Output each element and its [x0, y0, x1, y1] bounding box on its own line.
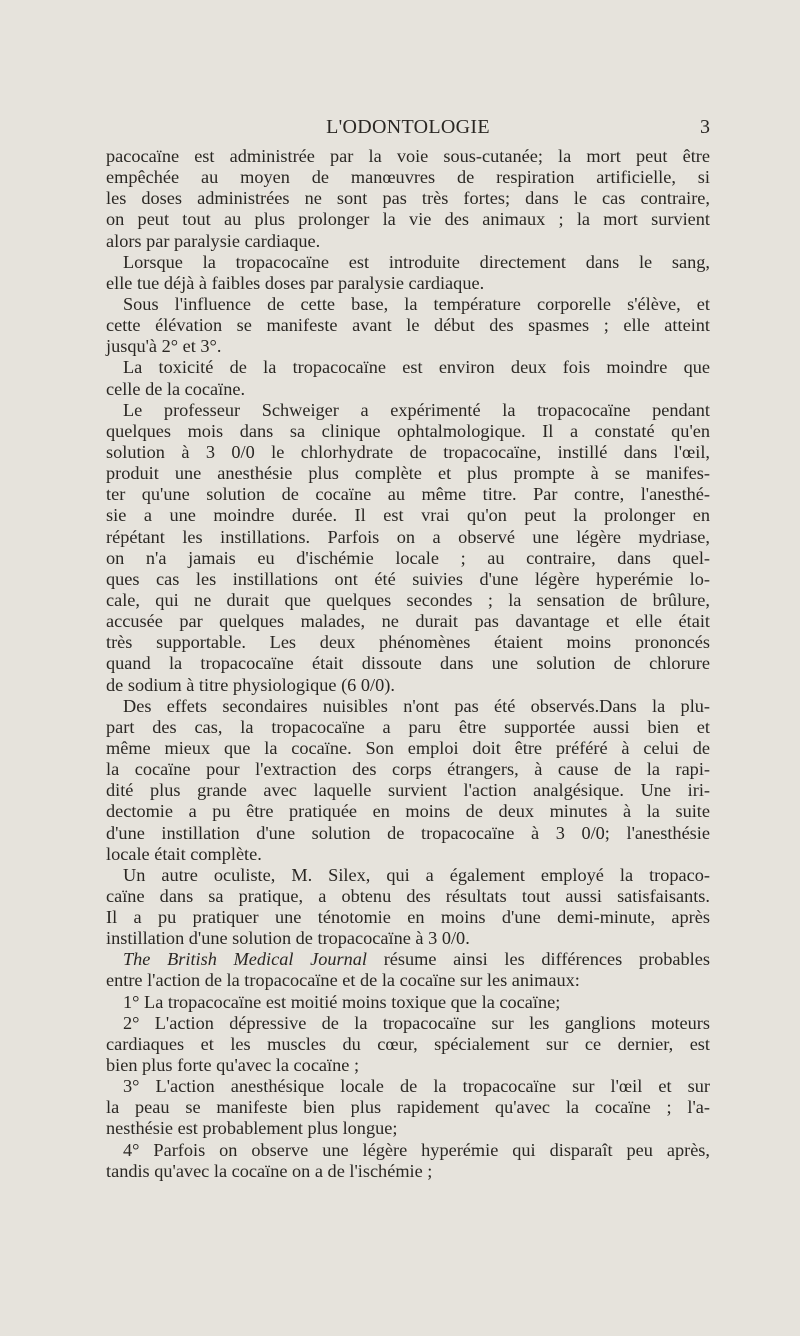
text-line: jusqu'à 2° et 3°. [106, 336, 222, 357]
text-line: locale était complète. [106, 843, 262, 864]
text-line: Des effets secondaires nuisibles n'ont pas été observés.Dans la plu- [123, 695, 710, 716]
text-line: La toxicité de la tropacocaïne est environ deux fois moindre que [123, 357, 710, 378]
text-line: Sous l'influence de cette base, la température corporelle s'élève, et [123, 293, 710, 314]
text-line: 2° L'action dépressive de la tropacocaïne sur les ganglions moteurs [123, 1012, 710, 1033]
text-line: la peau se manifeste bien plus rapidement qu'avec la cocaïne ; l'a- [106, 1097, 710, 1118]
text-line: la cocaïne pour l'extraction des corps étrangers, à cause de la rapi- [106, 759, 710, 780]
text-line: pacocaïne est administrée par la voie sous-cutanée; la mort peut être [106, 146, 710, 166]
text-line: nesthésie est probablement plus longue; [106, 1118, 398, 1139]
text-line: elle tue déjà à faibles doses par paralysie cardiaque. [106, 272, 485, 293]
text-line: 4° Parfois on observe une légère hyperémie qui disparaît peu après, [123, 1139, 710, 1160]
text-line: alors par paralysie cardiaque. [106, 230, 321, 251]
text-line: d'une instillation d'une solution de tropacocaïne à 3 0/0; l'anesthésie [106, 822, 710, 843]
text-line: même mieux que la cocaïne. Son emploi doit être préféré à celui de [106, 737, 710, 758]
text-line: caïne dans sa pratique, a obtenu des résultats tout aussi satisfaisants. [106, 885, 710, 906]
text-line: cale, qui ne durait que quelques secondes ; la sensation de brûlure, [106, 589, 710, 610]
text-line: produit une anesthésie plus complète et plus prompte à se manifes- [106, 463, 710, 484]
text-line: répétant les instillations. Parfois on a observé une légère mydriase, [106, 526, 710, 547]
text-line: empêchée au moyen de manœuvres de respiration artificielle, si [106, 167, 710, 188]
text-line: très supportable. Les deux phénomènes étaient moins prononcés [106, 632, 710, 653]
text-line: part des cas, la tropacocaïne a paru être supportée aussi bien et [106, 716, 710, 737]
page-number: 3 [700, 116, 710, 138]
text-line: dectomie a pu être pratiquée en moins de deux minutes à la suite [106, 801, 710, 822]
text-line: accusée par quelques malades, ne durait pas davantage et elle était [106, 611, 710, 632]
text-line: Il a pu pratiquer une ténotomie en moins d'une demi-minute, après [106, 907, 710, 928]
body-text [106, 146, 710, 1182]
text-line: ques cas les instillations ont été suivies d'une légère hyperémie lo- [106, 568, 710, 589]
text-line: entre l'action de la tropacocaïne et de la cocaïne sur les animaux: [106, 970, 580, 991]
text-line: cardiaques et les muscles du cœur, spécialement sur ce dernier, est [106, 1033, 710, 1054]
text-line: 3° L'action anesthésique locale de la tropacocaïne sur l'œil et sur [123, 1076, 710, 1097]
text-line: on peut tout au plus prolonger la vie des animaux ; la mort survient [106, 209, 710, 230]
text-line: Un autre oculiste, M. Silex, qui a également employé la tropaco- [123, 864, 710, 885]
text-line: bien plus forte qu'avec la cocaïne ; [106, 1055, 360, 1076]
text-line: The British Medical Journal résume ainsi les différences probables [123, 949, 710, 970]
text-line: Lorsque la tropacocaïne est introduite directement dans le sang, [123, 251, 710, 272]
text-line: solution à 3 0/0 le chlorhydrate de tropacocaïne, instillé dans l'œil, [106, 441, 710, 462]
text-line: ter qu'une solution de cocaïne au même titre. Par contre, l'anesthé- [106, 484, 710, 505]
text-line: dité plus grande avec laquelle survient l'action analgésique. Une iri- [106, 780, 710, 801]
text-line: cette élévation se manifeste avant le début des spasmes ; elle atteint [106, 315, 710, 336]
text-line: 1° La tropacocaïne est moitié moins toxique que la cocaïne; [123, 991, 561, 1012]
text-line: Le professeur Schweiger a expérimenté la tropacocaïne pendant [123, 399, 710, 420]
text-line: quelques mois dans sa clinique ophtalmologique. Il a constaté qu'en [106, 420, 710, 441]
text-line: on n'a jamais eu d'ischémie locale ; au contraire, dans quel- [106, 547, 710, 568]
text-line: quand la tropacocaïne était dissoute dans une solution de chlorure [106, 653, 710, 674]
running-title: L'ODONTOLOGIE [326, 116, 490, 138]
text-line: tandis qu'avec la cocaïne on a de l'ischémie ; [106, 1160, 433, 1181]
journal-title: The British Medical Journal [123, 949, 368, 970]
text-line: celle de la cocaïne. [106, 378, 246, 399]
text-line: instillation d'une solution de tropacocaïne à 3 0/0. [106, 928, 470, 949]
text-line: les doses administrées ne sont pas très fortes; dans le cas contraire, [106, 188, 710, 209]
page-header [106, 116, 710, 142]
text-line: sie a une moindre durée. Il est vrai qu'on peut la prolonger en [106, 505, 710, 526]
text-line: de sodium à titre physiologique (6 0/0). [106, 674, 395, 695]
